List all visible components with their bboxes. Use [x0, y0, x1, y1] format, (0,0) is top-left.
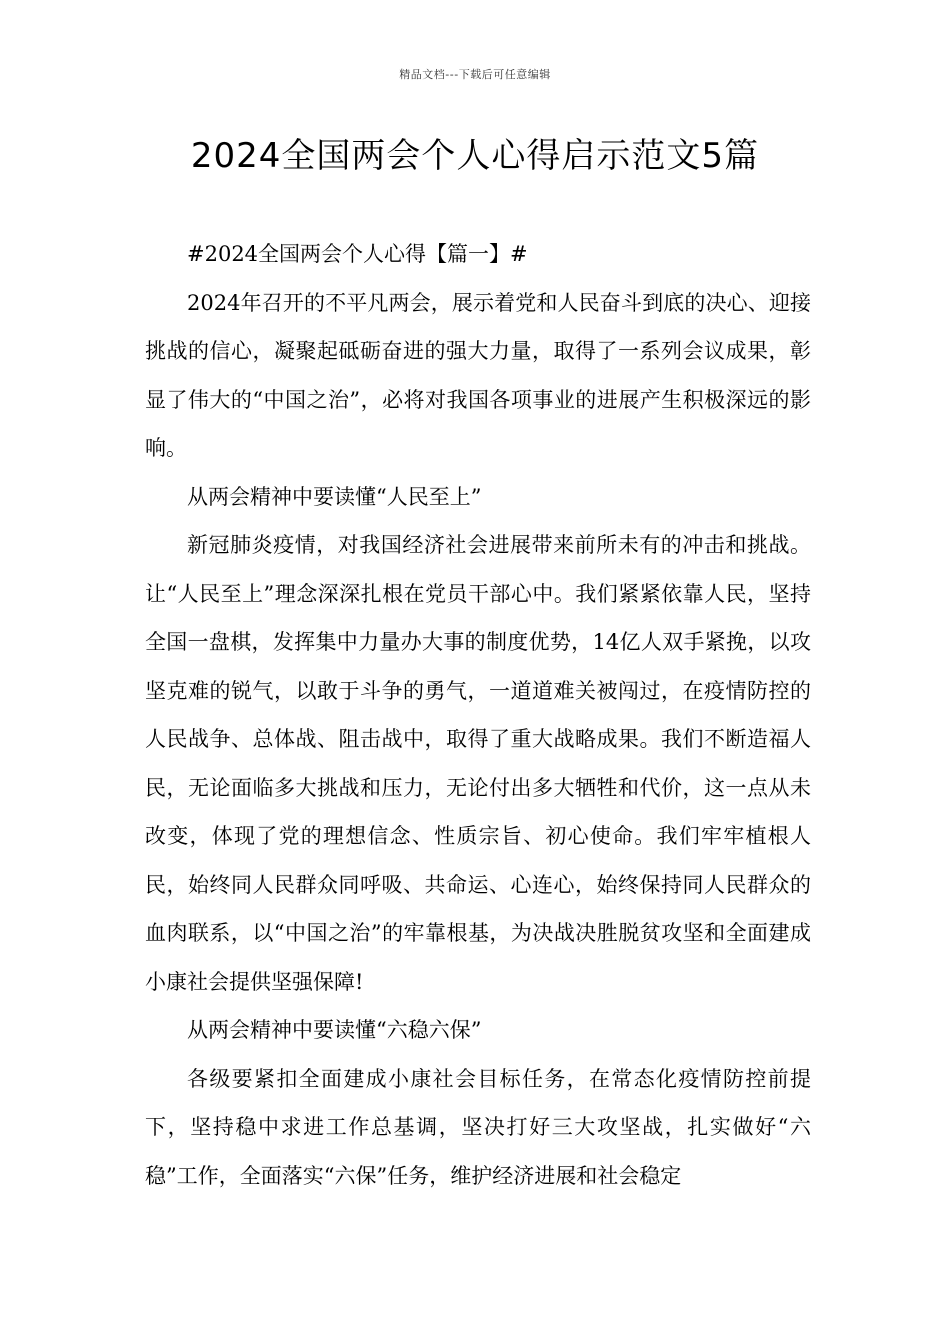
- header-note: 精品文档---下载后可任意编辑: [399, 68, 551, 81]
- body-paragraph: 各级要紧扣全面建成小康社会目标任务，在常态化疫情防控前提下，坚持稳中求进工作总基调，坚决打好三大攻坚战，扎实做好“六稳”工作，全面落实“六保”任务，维护经济进展和社会稳定: [145, 1066, 811, 1188]
- document-title: 2024全国两会个人心得启示范文5篇: [190, 136, 760, 176]
- section-heading: #2024全国两会个人心得【篇一】#: [187, 242, 528, 266]
- subsection-heading: 从两会精神中要读懂“人民至上”: [187, 484, 482, 509]
- body-paragraph: 新冠肺炎疫情，对我国经济社会进展带来前所未有的冲击和挑战。让“人民至上”理念深深扎根在党员干部心中。我们紧紧依靠人民，坚持全国一盘棋，发挥集中力量办大事的制度优势，14亿人双手紧挽，以攻坚克难的锐气，以敢于斗争的勇气，一道道难关被闯过，在疫情防控的人民战争、总体战、阻击战中，取得了重大战略成果。我们不断造福人民，无论面临多大挑战和压力，无论付出多大牺牲和代价，这一点从未改变，体现了党的理想信念、性质宗旨、初心使命。我们牢牢植根人民，始终同人民群众同呼吸、共命运、心连心，始终保持同人民群众的血肉联系，以“中国之治”的牢靠根基，为决战决胜脱贫攻坚和全面建成小康社会提供坚强保障!: [145, 533, 811, 994]
- subsection-heading: 从两会精神中要读懂“六稳六保”: [187, 1018, 482, 1042]
- document-body: [145, 230, 811, 1200]
- body-paragraph: 2024年召开的不平凡两会，展示着党和人民奋斗到底的决心、迎接挑战的信心，凝聚起砥砺奋进的强大力量，取得了一系列会议成果，彰显了伟大的“中国之治”，必将对我国各项事业的进展产生积极深远的影响。: [145, 290, 811, 460]
